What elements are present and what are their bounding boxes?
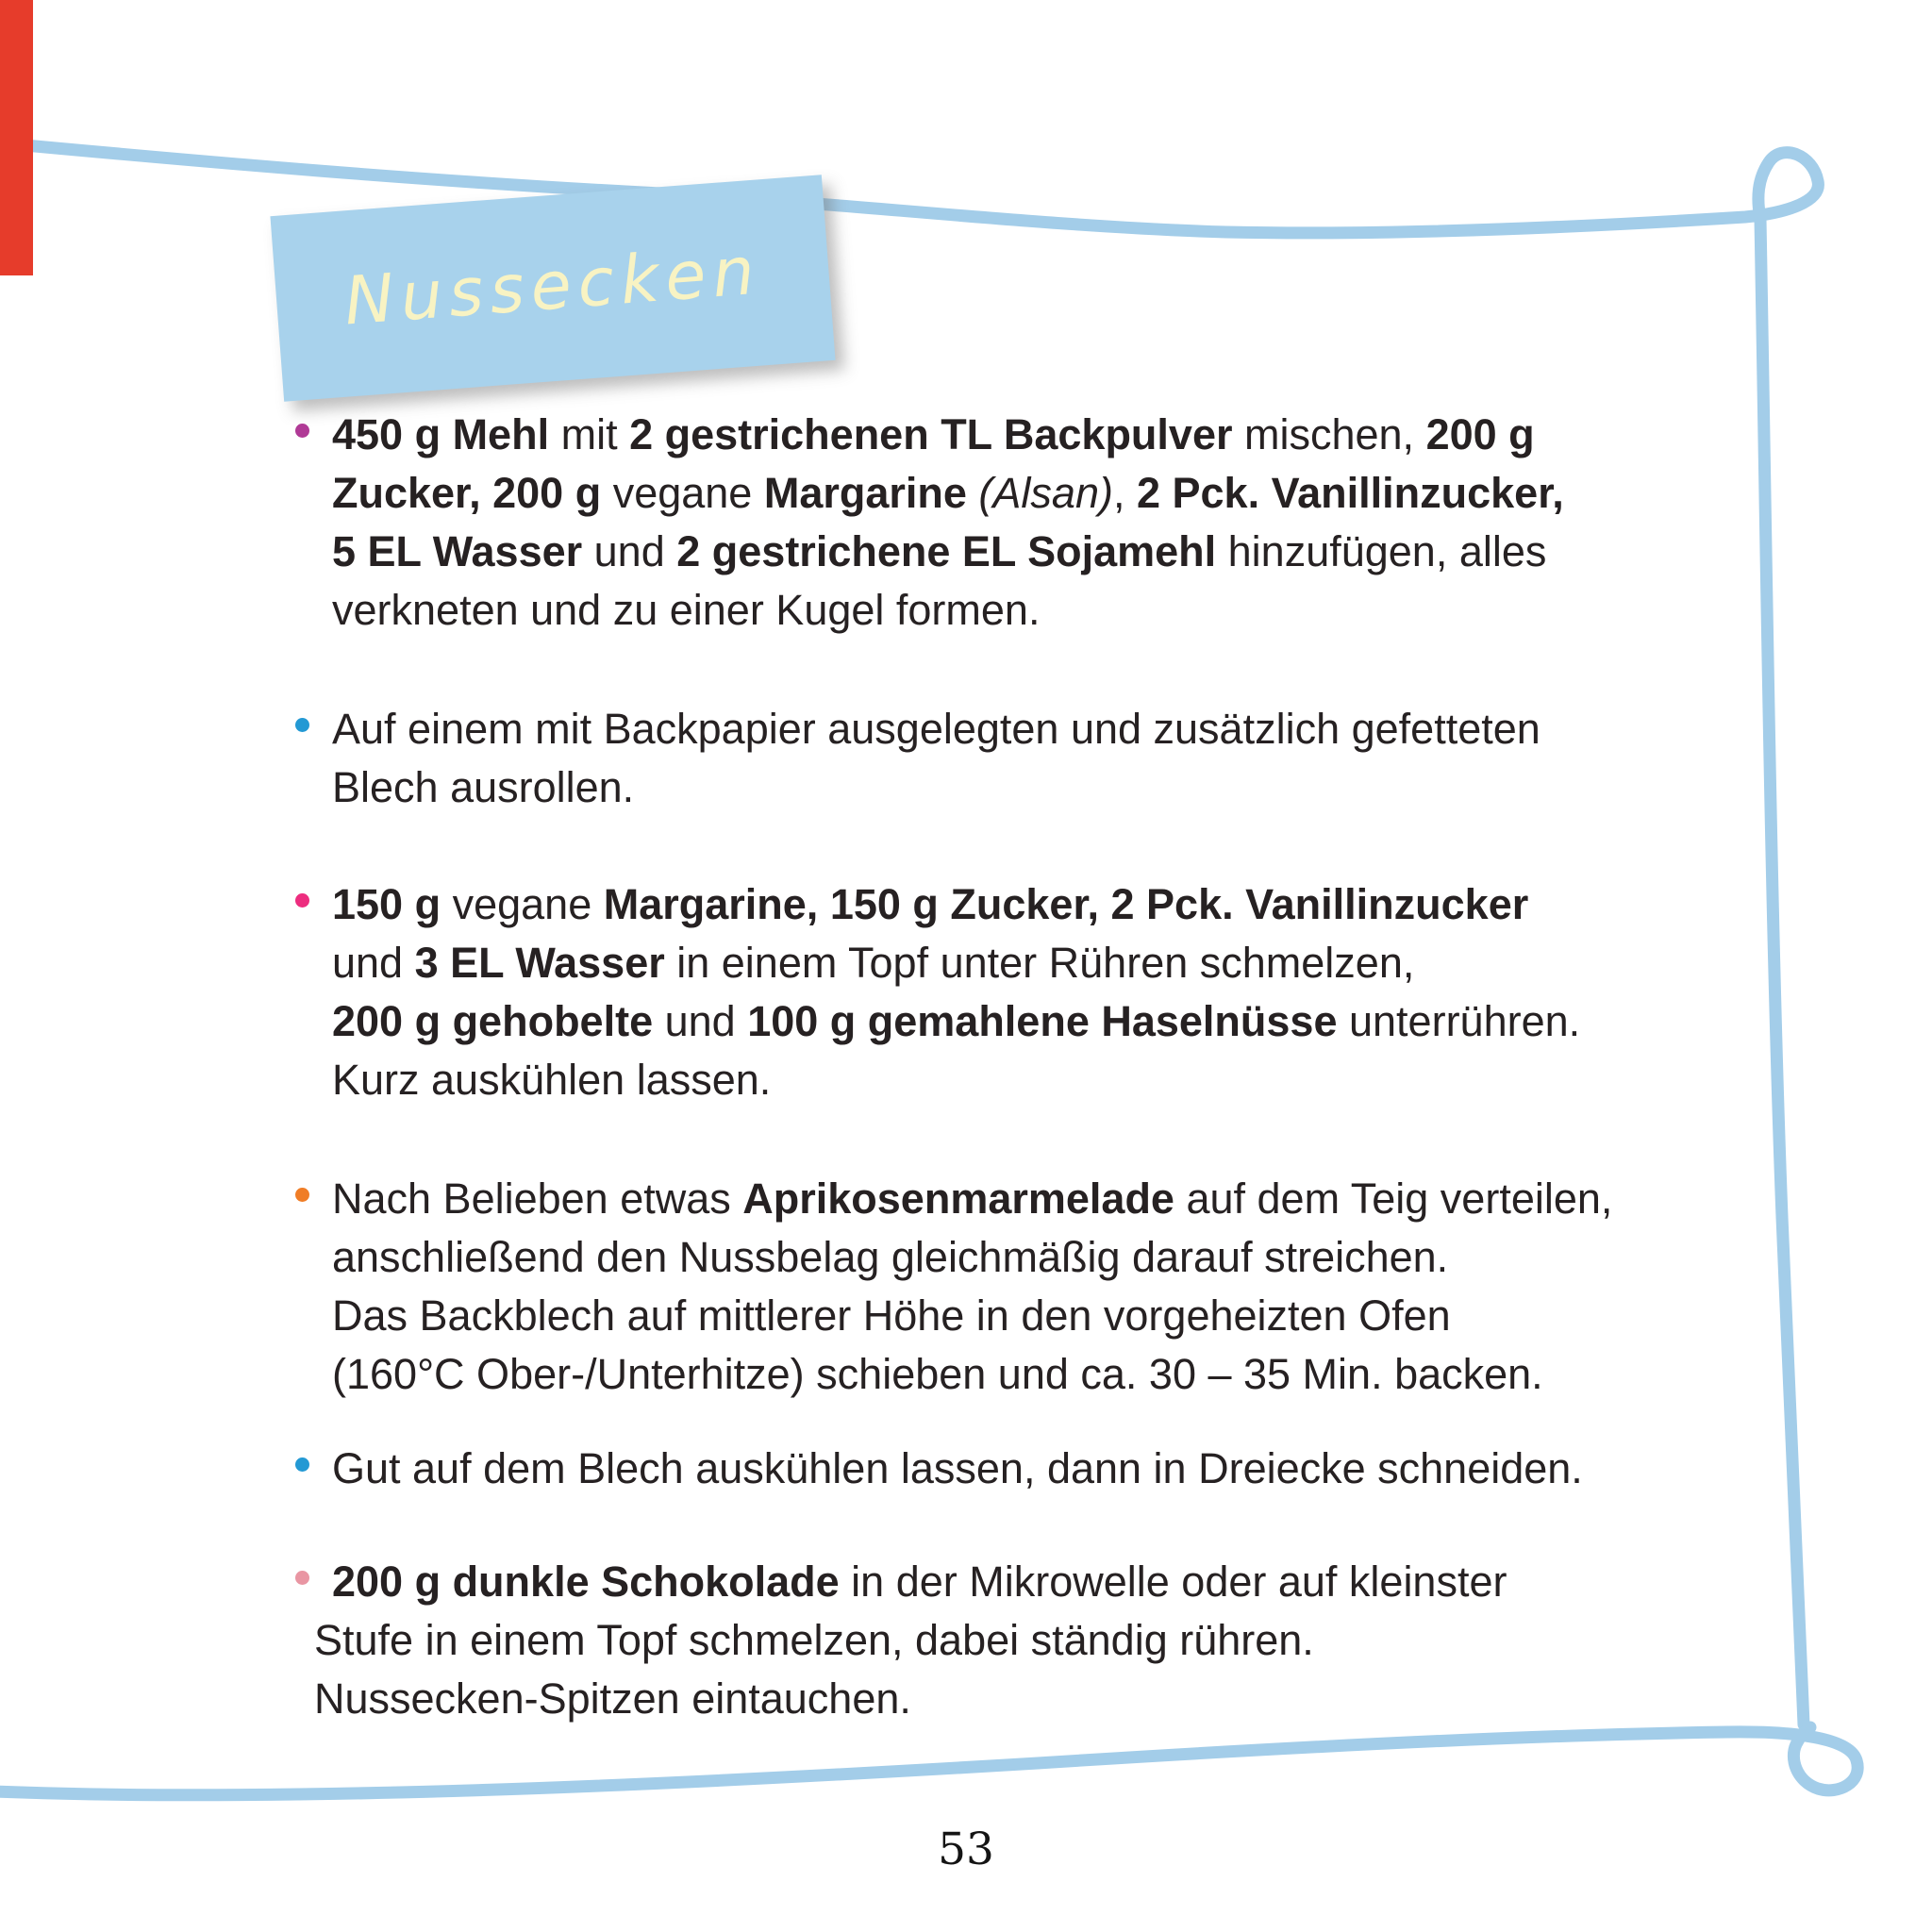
bullet-dot xyxy=(295,893,309,908)
text-line: Blech ausrollen. xyxy=(332,763,635,811)
text-line: Auf einem mit Backpapier ausgelegten und zusätzlich gefetteten xyxy=(332,705,1541,753)
recipe-step xyxy=(314,1553,1700,1728)
text-line: anschließend den Nussbelag gleichmäßig darauf streichen. xyxy=(332,1233,1449,1281)
text-line: (160°C Ober-/Unterhitze) schieben und ca. 30 – 35 Min. backen. xyxy=(332,1350,1543,1398)
text-line: Nussecken-Spitzen eintauchen. xyxy=(314,1674,911,1723)
step-text xyxy=(332,406,1700,640)
text-line: verkneten und zu einer Kugel formen. xyxy=(332,586,1041,634)
page-number: 53 xyxy=(938,1824,994,1875)
text-line: Gut auf dem Blech auskühlen lassen, dann in Dreiecke schneiden. xyxy=(332,1444,1583,1492)
bullet-dot xyxy=(295,424,309,438)
bullet-dot xyxy=(295,718,309,732)
recipe-step xyxy=(332,875,1700,1109)
bullet-dot xyxy=(295,1457,309,1472)
recipe-step xyxy=(332,700,1700,817)
text-line: 150 g vegane Margarine, 150 g Zucker, 2 Pck. Vanillinzucker xyxy=(332,880,1529,928)
text-line: Kurz auskühlen lassen. xyxy=(332,1056,772,1104)
bullet-dot xyxy=(295,1188,309,1202)
step-text xyxy=(332,1170,1700,1404)
recipe-step xyxy=(332,1440,1700,1498)
step-text xyxy=(332,1440,1700,1498)
recipe-step xyxy=(332,1170,1700,1404)
text-line: 200 g gehobelte und 100 g gemahlene Haselnüsse unterrühren. xyxy=(332,997,1581,1045)
bullet-dot xyxy=(295,1571,309,1585)
text-line: Stufe in einem Topf schmelzen, dabei ständig rühren. xyxy=(314,1616,1314,1664)
recipe-step xyxy=(332,406,1700,640)
text-line: 5 EL Wasser und 2 gestrichene EL Sojamehl hinzufügen, alles xyxy=(332,527,1547,575)
text-line: und 3 EL Wasser in einem Topf unter Rühren schmelzen, xyxy=(332,939,1415,987)
step-text xyxy=(332,875,1700,1109)
step-text xyxy=(314,1553,1700,1728)
text-line: Nach Belieben etwas Aprikosenmarmelade auf dem Teig verteilen, xyxy=(332,1174,1613,1223)
text-line: Das Backblech auf mittlerer Höhe in den vorgeheizten Ofen xyxy=(332,1291,1451,1340)
text-line: Zucker, 200 g vegane Margarine (Alsan), 2 Pck. Vanillinzucker, xyxy=(332,469,1564,517)
text-line: 450 g Mehl mit 2 gestrichenen TL Backpulver mischen, 200 g xyxy=(332,410,1535,458)
text-line: 200 g dunkle Schokolade in der Mikrowelle oder auf kleinster xyxy=(332,1557,1507,1606)
step-text xyxy=(332,700,1700,817)
page-title: Nussecken xyxy=(341,231,764,340)
